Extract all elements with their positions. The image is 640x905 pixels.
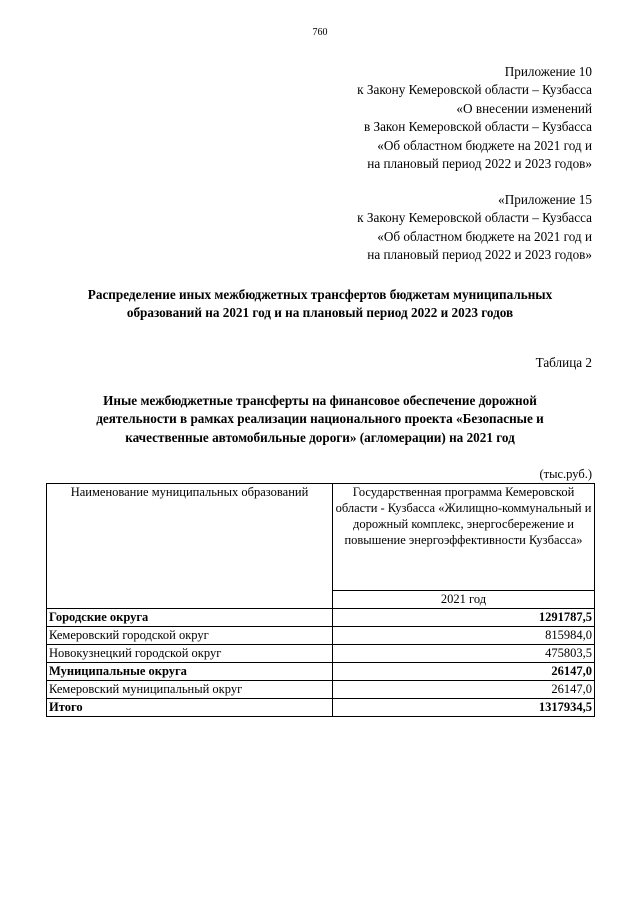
document-title [46,286,594,323]
row-value: 26147,0 [333,681,595,699]
row-value: 475803,5 [333,645,595,663]
table-body [47,609,595,717]
appendix-header-10 [357,63,592,173]
appendix-line: Приложение 10 [504,64,592,79]
appendix-header-15 [357,191,592,265]
transfers-table [46,483,595,717]
table-number: Таблица 2 [535,355,592,370]
table-row [47,663,595,681]
appendix-line: «Об областном бюджете на 2021 год и [377,137,592,153]
row-name: Городские округа [47,609,333,627]
title-line: деятельности в рамках реализации национального проекта «Безопасные и [96,411,544,427]
header-year: 2021 год [333,591,595,609]
appendix-line: к Закону Кемеровской области – Кузбасса [357,210,592,226]
table-row [47,699,595,717]
table-row [47,609,595,627]
table-row [47,645,595,663]
row-name: Муниципальные округа [47,663,333,681]
appendix-line: «Об областном бюджете на 2021 год и [377,228,592,244]
title-line: Иные межбюджетные трансферты на финансовое обеспечение дорожной [103,393,537,408]
row-name: Новокузнецкий городской округ [47,645,333,663]
row-name: Итого [47,699,333,717]
title-line: образований на 2021 год и на плановый период 2022 и 2023 годов [126,305,514,321]
row-value: 1317934,5 [333,699,595,717]
table-title [46,392,594,447]
table-row [47,681,595,699]
row-name: Кемеровский городской округ [47,627,333,645]
row-name: Кемеровский муниципальный округ [47,681,333,699]
page-number: 760 [312,27,328,38]
row-value: 26147,0 [333,663,595,681]
appendix-line: на плановый период 2022 и 2023 годов» [367,156,592,172]
appendix-line: на плановый период 2022 и 2023 годов» [367,247,592,263]
title-line: Распределение иных межбюджетных трансфертов бюджетам муниципальных [87,287,553,302]
header-program: Государственная программа Кемеровской области - Кузбасса «Жилищно-коммунальный и дорожный комплекс, энергосбережение и повышение энергоэффективности Кузбасса» [333,484,595,591]
appendix-line: «О внесении изменений [456,100,592,116]
header-municipality: Наименование муниципальных образований [47,484,333,609]
appendix-line: в Закон Кемеровской области – Кузбасса [363,119,592,135]
appendix-line: к Закону Кемеровской области – Кузбасса [357,82,592,98]
row-value: 1291787,5 [333,609,595,627]
title-line: качественные автомобильные дороги» (агломерации) на 2021 год [125,429,515,445]
row-value: 815984,0 [333,627,595,645]
appendix-line: «Приложение 15 [498,192,592,207]
table-row [47,627,595,645]
units-label: (тыс.руб.) [539,467,592,481]
